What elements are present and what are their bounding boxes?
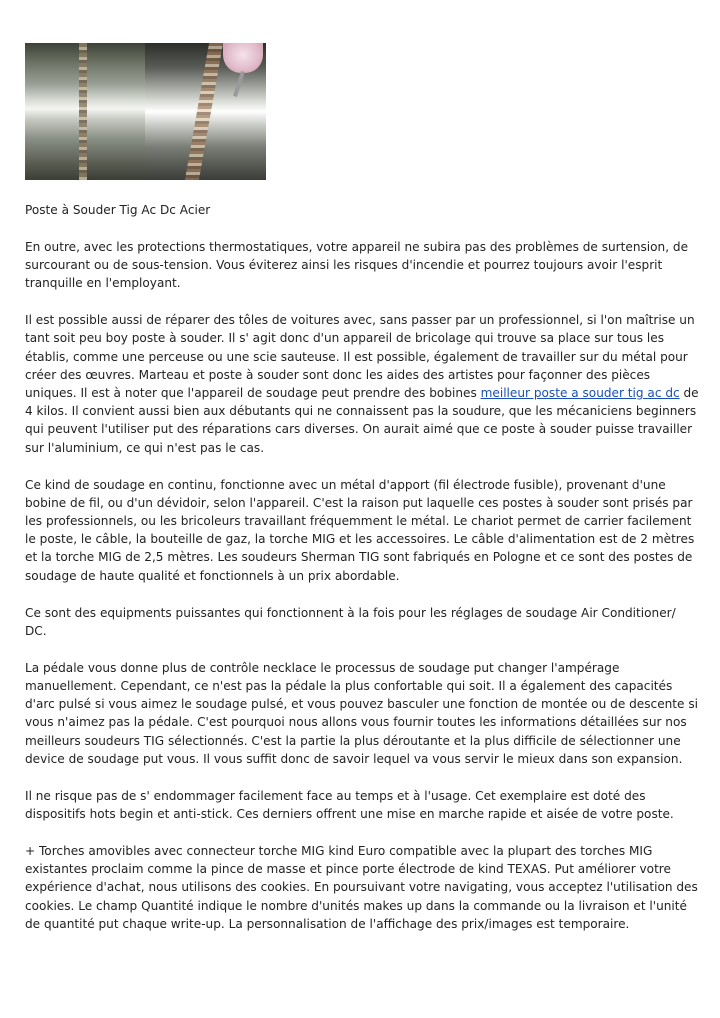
weld-bead — [185, 43, 223, 180]
paragraph-7: + Torches amovibles avec connecteur torche MIG kind Euro compatible avec la plupart des torches MIG existantes proclaim comme la pince de masse et pince porte électrode de kind TEXAS. Put améliorer votre expérience d'achat, nous utilisons des cookies. En poursuivant votre navigating, vous acceptez l'utilisation des cookies. Le champ Quantité indique le nombre d'unités makes up dans la commande ou la livraison et l'unité de quantité put chaque write-up. La personnalisation de l'affichage des prix/images est temporaire. — [25, 843, 698, 931]
weld-seam — [79, 43, 87, 180]
paragraph-5: La pédale vous donne plus de contrôle necklace le processus de soudage put changer l'ampérage manuellement. Cependant, ce n'est pas la pédale la plus confortable qui soit. Il a également des capacités d'arc pulsé si vous aimez le soudage pulsé, et vous pouvez basculer une fonction de montée ou de descente si vous n'aimez pas la pédale. C'est pourquoi nous allons vous fournir toutes les informations détaillées sur nos meilleurs soudeurs TIG sélectionnés. C'est la partie la plus déroutante et la plus difficile de sélectionner une device de soudage put vous. Il vous suffit donc de savoir lequel va vous servir le mieux dans son expansion. — [25, 660, 698, 766]
paragraph-2-start: Il est possible aussi de réparer des tôles de voitures avec, sans passer par un professionnel, si l'on maîtrise un tant soit peu boy poste à souder. Il s' agit donc d'un appareil de bricolage qui trouve sa place sur tous les établis, comme une perceuse ou une scie sauteuse. Il est possible, également de travailler sur du métal pour créer des œuvres. Marteau et poste à souder sont donc les aides des artistes pour façonner des pièces uniques. Il est à noter que l'appareil de soudage peut prendre des bobines — [25, 313, 695, 400]
tig-torch-image — [145, 43, 266, 180]
article-body — [25, 201, 700, 952]
paragraph-2 — [25, 311, 700, 457]
article-title: Poste à Souder Tig Ac Dc Acier — [25, 203, 211, 217]
welded-pipe-image — [25, 43, 145, 180]
tungsten-electrode — [233, 71, 245, 97]
paragraph-4: Ce sont des equipments puissantes qui fonctionnent à la fois pour les réglages de soudage Air Conditioner/ DC. — [25, 605, 676, 638]
torch-nozzle — [223, 43, 263, 73]
paragraph-2-end: de 4 kilos. Il convient aussi bien aux débutants qui ne connaissent pas la soudure, que les mécaniciens beginners qui peuvent l'utiliser put des réparations cars diverses. On aurait aimé que ce poste à souder puisse travailler sur l'aluminium, ce qui n'est pas le cas. — [25, 385, 699, 455]
product-link[interactable]: meilleur poste a souder tig ac dc — [480, 385, 680, 400]
paragraph-6: Il ne risque pas de s' endommager facilement face au temps et à l'usage. Cet exemplaire est doté des dispositifs hots begin et anti-stick. Ces derniers offrent une mise en marche rapide et aisée de votre poste. — [25, 788, 674, 821]
welding-photo — [25, 43, 266, 180]
paragraph-3: Ce kind de soudage en continu, fonctionne avec un métal d'apport (fil électrode fusible), provenant d'une bobine de fil, ou d'un dévidoir, selon l'appareil. C'est la raison put laquelle ces postes à souder sont prisés par les professionnels, ou les bricoleurs travaillant fréquemment le métal. Le chariot permet de carrier facilement le poste, le câble, la bouteille de gaz, la torche MIG et les accessoires. Le câble d'alimentation est de 2 mètres et la torche MIG de 2,5 mètres. Les soudeurs Sherman TIG sont fabriqués en Pologne et ce sont des postes de soudage de haute qualité et fonctionnels à un prix abordable. — [25, 477, 695, 583]
paragraph-1: En outre, avec les protections thermostatiques, votre appareil ne subira pas des problèmes de surtension, de surcourant ou de sous-tension. Vous éviterez ainsi les risques d'incendie et pourrez toujours avoir l'esprit tranquille en l'employant. — [25, 239, 689, 291]
